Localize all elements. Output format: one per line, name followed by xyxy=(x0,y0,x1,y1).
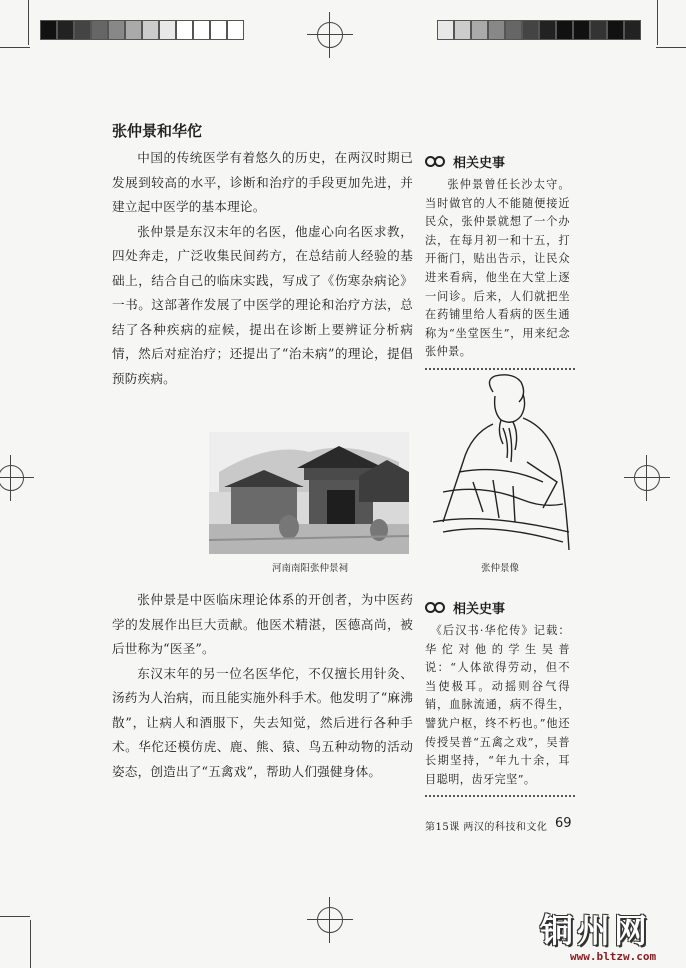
sidebar-text: 张仲景曾任长沙太守。当时做官的人不能随便接近民众，张仲景就想了一个办法，在每月初一和十五，打开衙门，贴出告示，让民众进来看病，他坐在大堂上逐一问诊。后来，人们就把坐在药铺里给人看病的医生通称为“坐堂医生”，用来纪念张仲景。 xyxy=(425,178,570,359)
rings-icon xyxy=(425,154,447,170)
footer-lesson-title: 第15课 两汉的科技和文化 xyxy=(425,822,548,833)
section-title: 张仲景和华佗 xyxy=(112,122,203,140)
corner-line-top-right xyxy=(656,47,686,48)
site-watermark: 铜州网 xyxy=(540,911,651,950)
rings-icon xyxy=(425,600,447,616)
corner-line-bottom-left xyxy=(0,916,30,917)
sidebar-title: 相关史事 xyxy=(453,156,506,171)
registration-bar-left xyxy=(40,20,244,40)
sidebar-related-history-1 xyxy=(425,152,570,370)
crop-mark-left-mid xyxy=(0,463,26,493)
corner-line-top-right-v xyxy=(657,0,658,45)
crop-mark-right-mid xyxy=(632,463,662,493)
sidebar-title: 相关史事 xyxy=(453,602,506,617)
paragraph: 东汉末年的另一位名医华佗，不仅擅长用针灸、汤药为人治病，而且能实施外科手术。他发明了“麻沸散”，让病人和酒服下，失去知觉，然后进行各种手术。华佗还模仿虎、鹿、熊、猿、鸟五种动物的活动姿态，创造出了“五禽戏”，帮助人们强健身体。 xyxy=(112,665,413,779)
crop-mark-bottom-center xyxy=(315,905,345,935)
portrait-drawing xyxy=(423,372,571,552)
dotted-divider xyxy=(425,368,575,370)
corner-line-bottom-left-v xyxy=(30,920,31,968)
site-watermark-url: www.bltzw.com xyxy=(570,950,657,963)
sidebar-related-history-2 xyxy=(425,598,570,797)
temple-photo xyxy=(209,432,409,554)
paragraph: 中国的传统医学有着悠久的历史，在两汉时期已发展到较高的水平，诊断和治疗的手段更加先进，并建立起中医学的基本理论。 xyxy=(112,150,413,214)
sidebar-text: 《后汉书·华佗传》记载：华佗对他的学生吴普说：“人体欲得劳动，但不当使极耳。动摇则谷气得销，血脉流通，病不得生，譬犹户枢，终不朽也。”他还传授吴普“五禽之戏”，吴普长期坚持，“年九十余，耳目聪明，齿牙完坚”。 xyxy=(425,624,570,786)
dotted-divider xyxy=(425,795,575,797)
paragraph: 张仲景是中医临床理论体系的开创者，为中医药学的发展作出巨大贡献。他医术精湛，医德高尚，被后世称为“医圣”。 xyxy=(112,592,413,656)
page-number: 69 xyxy=(555,816,572,831)
registration-bar-right xyxy=(437,20,641,40)
paragraph: 张仲景是东汉末年的名医，他虚心向名医求教，四处奔走，广泛收集民间药方，在总结前人经验的基础上，结合自己的临床实践，写成了《伤寒杂病论》一书。这部著作发展了中医学的理论和治疗方法，总结了各种疾病的症候，提出在诊断上要辨证分析病情，然后对症治疗；还提出了“治未病”的理论，提倡预防疾病。 xyxy=(112,223,413,386)
main-text-top xyxy=(112,146,413,391)
crop-mark-top-center xyxy=(315,20,345,50)
corner-line-top-left xyxy=(0,47,30,48)
corner-line-top-left-v xyxy=(28,0,29,45)
main-text-bottom xyxy=(112,588,413,784)
portrait-caption: 张仲景像 xyxy=(480,563,519,574)
temple-caption: 河南南阳张仲景祠 xyxy=(271,563,348,574)
